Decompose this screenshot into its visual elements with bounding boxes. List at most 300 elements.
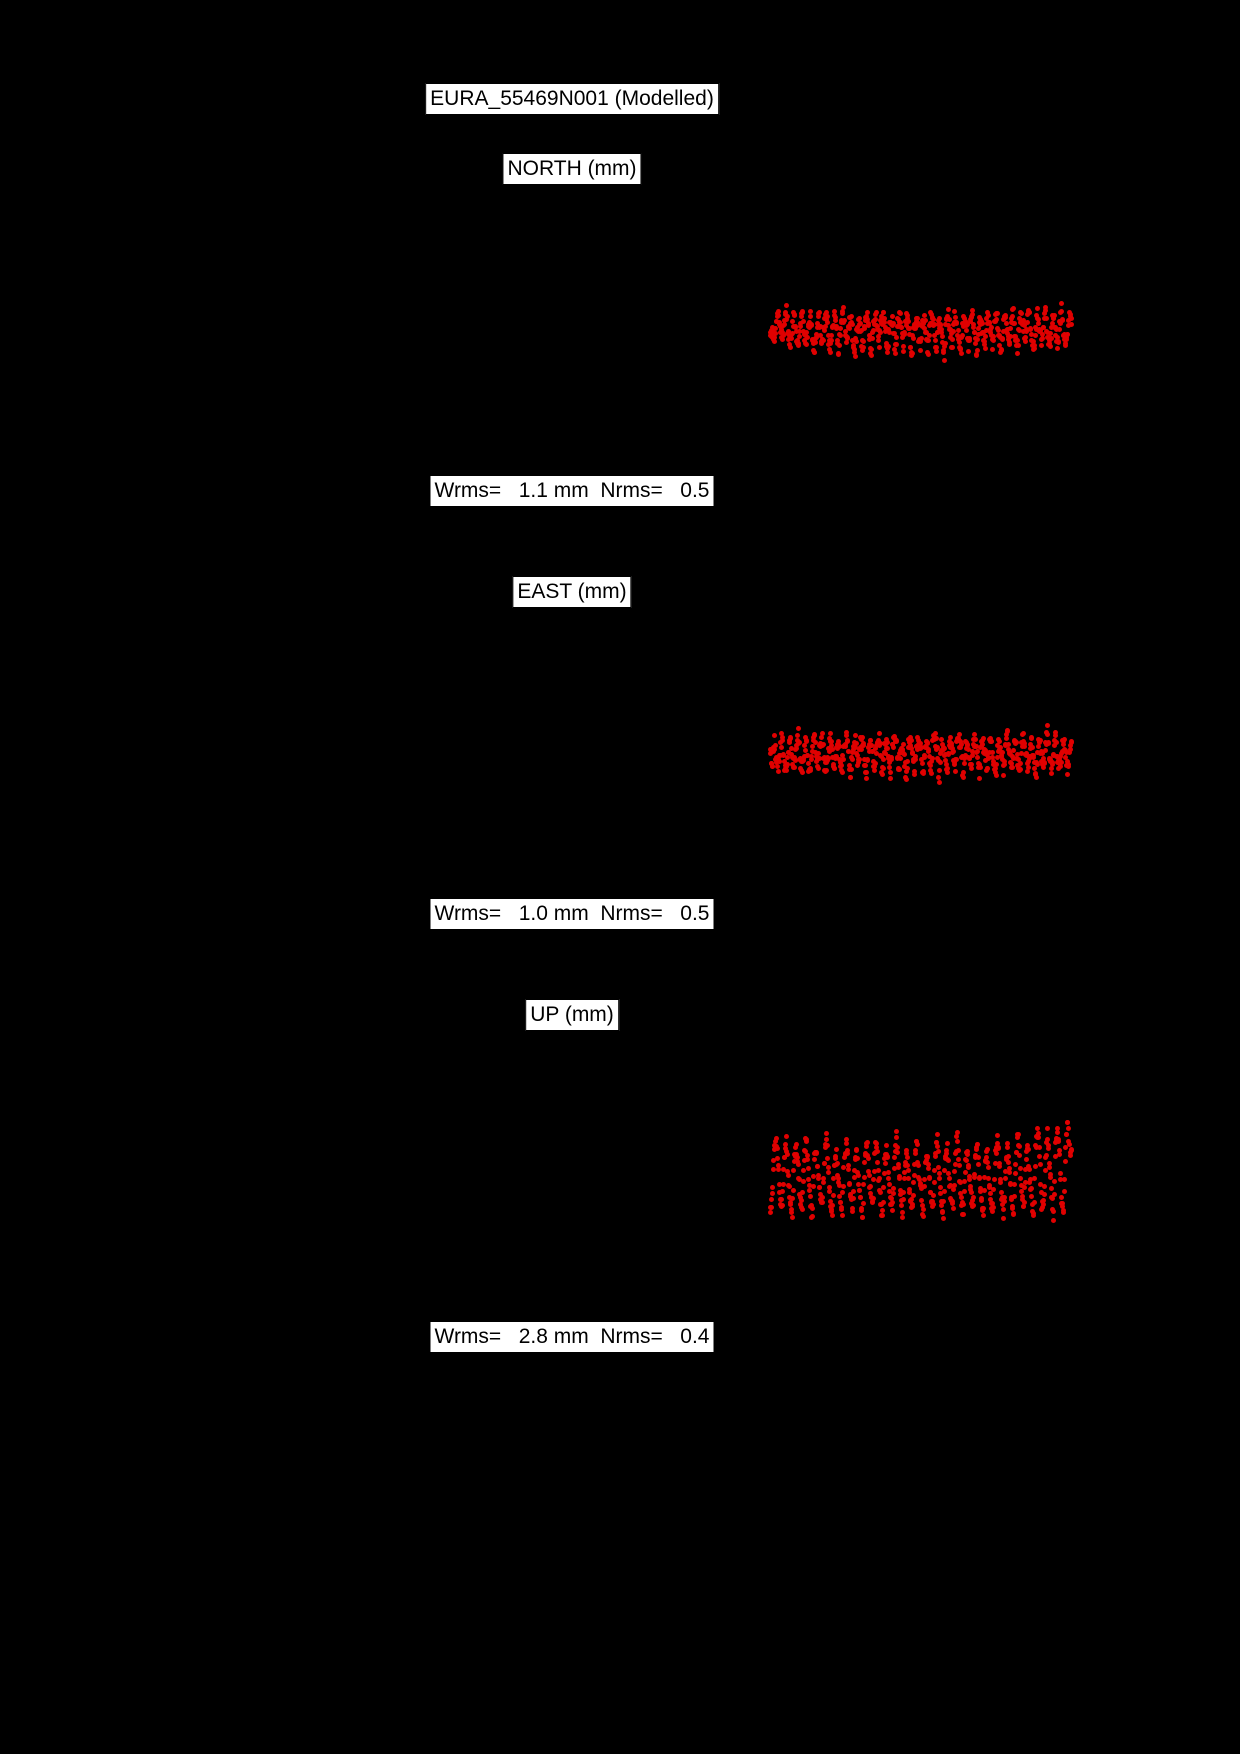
- data-point: [856, 1173, 861, 1178]
- data-point: [805, 1157, 810, 1162]
- data-point: [814, 1151, 819, 1156]
- data-point: [1063, 1159, 1068, 1164]
- data-point: [994, 762, 999, 767]
- data-point: [786, 1173, 791, 1178]
- data-point: [950, 337, 955, 342]
- data-point: [966, 349, 971, 354]
- data-point: [826, 1165, 831, 1170]
- data-point: [989, 739, 994, 744]
- data-point: [858, 1195, 863, 1200]
- data-point: [985, 1147, 990, 1152]
- data-point: [894, 1135, 899, 1140]
- data-point: [775, 1156, 780, 1161]
- data-point: [794, 746, 799, 751]
- data-point: [908, 345, 913, 350]
- data-point: [995, 311, 1000, 316]
- data-point: [961, 1202, 966, 1207]
- data-point: [770, 1185, 775, 1190]
- axis-label-north: NORTH (mm): [502, 153, 641, 185]
- data-point: [829, 338, 834, 343]
- data-point: [916, 1163, 921, 1168]
- data-point: [1057, 327, 1062, 332]
- data-point: [899, 1203, 904, 1208]
- data-point: [906, 319, 911, 324]
- data-point: [1044, 316, 1049, 321]
- data-point: [975, 749, 980, 754]
- data-point: [991, 1205, 996, 1210]
- data-point: [906, 1168, 911, 1173]
- data-point: [870, 336, 875, 341]
- data-point: [790, 1196, 795, 1201]
- data-point: [847, 326, 852, 331]
- data-point: [956, 1148, 961, 1153]
- data-point: [840, 311, 845, 316]
- data-point: [876, 1168, 881, 1173]
- data-point: [1018, 767, 1023, 772]
- data-point: [880, 1213, 885, 1218]
- data-point: [1001, 1216, 1006, 1221]
- data-point: [1043, 748, 1048, 753]
- data-point: [979, 1198, 984, 1203]
- data-point: [780, 738, 785, 743]
- data-point: [771, 1167, 776, 1172]
- data-point: [946, 307, 951, 312]
- data-point: [990, 347, 995, 352]
- data-point: [850, 757, 855, 762]
- data-point: [1032, 1200, 1037, 1205]
- data-point: [976, 1162, 981, 1167]
- data-point: [1018, 1166, 1023, 1171]
- data-point: [911, 336, 916, 341]
- data-point: [888, 770, 893, 775]
- data-point: [967, 338, 972, 343]
- data-point: [986, 1165, 991, 1170]
- data-point: [1031, 1213, 1036, 1218]
- data-point: [921, 1214, 926, 1219]
- data-point: [928, 763, 933, 768]
- data-point: [813, 340, 818, 345]
- data-point: [956, 1157, 961, 1162]
- data-point: [978, 765, 983, 770]
- data-point: [776, 769, 781, 774]
- data-point: [975, 348, 980, 353]
- data-point: [1045, 723, 1050, 728]
- data-point: [864, 770, 869, 775]
- data-point: [1006, 1160, 1011, 1165]
- data-point: [953, 315, 958, 320]
- data-point: [841, 1184, 846, 1189]
- data-point: [1029, 1186, 1034, 1191]
- data-point: [839, 763, 844, 768]
- data-point: [1061, 1210, 1066, 1215]
- data-point: [878, 1190, 883, 1195]
- data-point: [863, 763, 868, 768]
- data-point: [945, 1141, 950, 1146]
- data-point: [894, 1129, 899, 1134]
- data-point: [779, 745, 784, 750]
- data-point: [824, 1137, 829, 1142]
- axis-label-up: UP (mm): [525, 999, 619, 1031]
- data-point: [834, 1147, 839, 1152]
- data-point: [897, 767, 902, 772]
- data-point: [1062, 1189, 1067, 1194]
- data-point: [1059, 760, 1064, 765]
- data-point: [940, 334, 945, 339]
- data-point: [840, 770, 845, 775]
- data-point: [1059, 301, 1064, 306]
- data-point: [1033, 333, 1038, 338]
- data-point: [821, 742, 826, 747]
- data-point: [920, 761, 925, 766]
- data-point: [1052, 313, 1057, 318]
- data-point: [1005, 1145, 1010, 1150]
- data-point: [986, 1176, 991, 1181]
- data-point: [997, 1164, 1002, 1169]
- data-point: [838, 1200, 843, 1205]
- data-point: [1047, 1165, 1052, 1170]
- data-point: [779, 1197, 784, 1202]
- data-point: [885, 1155, 890, 1160]
- data-point: [951, 749, 956, 754]
- data-point: [1016, 343, 1021, 348]
- data-point: [777, 759, 782, 764]
- data-point: [927, 1175, 932, 1180]
- data-point: [857, 1188, 862, 1193]
- data-point: [865, 758, 870, 763]
- data-point: [909, 738, 914, 743]
- data-point: [962, 761, 967, 766]
- data-point: [912, 772, 917, 777]
- data-point: [1056, 1139, 1061, 1144]
- data-point: [887, 765, 892, 770]
- data-point: [935, 1132, 940, 1137]
- data-point: [1059, 1195, 1064, 1200]
- data-point: [918, 348, 923, 353]
- data-point: [962, 1189, 967, 1194]
- data-point: [861, 1201, 866, 1206]
- data-point: [835, 1161, 840, 1166]
- data-point: [1035, 306, 1040, 311]
- data-point: [883, 1161, 888, 1166]
- data-point: [1049, 771, 1054, 776]
- data-point: [807, 1188, 812, 1193]
- data-point: [919, 336, 924, 341]
- data-point: [1030, 745, 1035, 750]
- data-point: [784, 768, 789, 773]
- axis-label-east: EAST (mm): [512, 576, 631, 608]
- data-point: [937, 768, 942, 773]
- data-point: [825, 1143, 830, 1148]
- data-point: [1013, 1162, 1018, 1167]
- data-point: [1036, 1135, 1041, 1140]
- data-point: [885, 746, 890, 751]
- data-point: [926, 1166, 931, 1171]
- data-point: [1022, 1200, 1027, 1205]
- data-point: [772, 733, 777, 738]
- data-point: [1004, 736, 1009, 741]
- data-point: [820, 1200, 825, 1205]
- data-point: [898, 311, 903, 316]
- data-point: [931, 1193, 936, 1198]
- data-point: [820, 731, 825, 736]
- data-point: [900, 1215, 905, 1220]
- data-point: [797, 740, 802, 745]
- data-point: [1017, 1144, 1022, 1149]
- data-point: [791, 1188, 796, 1193]
- data-point: [1027, 1167, 1032, 1172]
- data-point: [891, 1191, 896, 1196]
- data-point: [911, 1180, 916, 1185]
- data-point: [1038, 1162, 1043, 1167]
- stats-label-up: Wrms= 2.8 mm Nrms= 0.4: [430, 1321, 715, 1353]
- data-point: [1005, 1141, 1010, 1146]
- data-point: [943, 341, 948, 346]
- data-point: [851, 1196, 856, 1201]
- data-point: [921, 1207, 926, 1212]
- data-point: [800, 1207, 805, 1212]
- data-point: [842, 318, 847, 323]
- data-point: [1036, 317, 1041, 322]
- data-point: [1041, 1202, 1046, 1207]
- data-point: [1066, 1126, 1071, 1131]
- data-point: [875, 1149, 880, 1154]
- data-point: [804, 330, 809, 335]
- data-point: [954, 757, 959, 762]
- data-point: [1002, 762, 1007, 767]
- data-point: [933, 731, 938, 736]
- data-point: [800, 1190, 805, 1195]
- data-point: [947, 1176, 952, 1181]
- data-point: [994, 317, 999, 322]
- data-point: [861, 345, 866, 350]
- data-point: [773, 743, 778, 748]
- data-point: [780, 1189, 785, 1194]
- data-point: [1033, 1164, 1038, 1169]
- data-point: [901, 1190, 906, 1195]
- data-point: [969, 1190, 974, 1195]
- data-point: [1018, 761, 1023, 766]
- data-point: [975, 1142, 980, 1147]
- data-point: [932, 1180, 937, 1185]
- data-point: [810, 1214, 815, 1219]
- data-point: [925, 1155, 930, 1160]
- data-point: [961, 1212, 966, 1217]
- data-point: [1001, 773, 1006, 778]
- data-point: [850, 1209, 855, 1214]
- data-point: [1062, 1177, 1067, 1182]
- data-point: [784, 1134, 789, 1139]
- data-point: [1017, 1153, 1022, 1158]
- stats-label-east: Wrms= 1.0 mm Nrms= 0.5: [430, 898, 715, 930]
- data-point: [1003, 1176, 1008, 1181]
- data-point: [1058, 764, 1063, 769]
- data-point: [855, 1156, 860, 1161]
- data-point: [983, 334, 988, 339]
- data-point: [894, 335, 899, 340]
- data-point: [854, 1148, 859, 1153]
- data-point: [898, 320, 903, 325]
- data-point: [937, 1176, 942, 1181]
- data-point: [953, 769, 958, 774]
- data-point: [784, 303, 789, 308]
- data-point: [860, 1215, 865, 1220]
- data-point: [849, 767, 854, 772]
- data-point: [999, 348, 1004, 353]
- data-point: [1065, 772, 1070, 777]
- data-point: [1029, 736, 1034, 741]
- data-point: [952, 1183, 957, 1188]
- data-point: [872, 768, 877, 773]
- data-point: [911, 1193, 916, 1198]
- data-point: [923, 318, 928, 323]
- data-point: [1019, 311, 1024, 316]
- data-point: [1068, 1153, 1073, 1158]
- data-point: [860, 735, 865, 740]
- data-point: [864, 776, 869, 781]
- data-point: [868, 1184, 873, 1189]
- data-point: [808, 309, 813, 314]
- data-point: [1054, 740, 1059, 745]
- panel-north: [0, 140, 1240, 540]
- data-point: [810, 1206, 815, 1211]
- data-point: [808, 1194, 813, 1199]
- data-point: [950, 345, 955, 350]
- data-point: [1038, 738, 1043, 743]
- data-point: [871, 1196, 876, 1201]
- data-point: [1041, 765, 1046, 770]
- data-point: [1053, 733, 1058, 738]
- data-point: [1010, 314, 1015, 319]
- data-point: [1032, 1176, 1037, 1181]
- data-point: [853, 354, 858, 359]
- data-point: [796, 726, 801, 731]
- data-point: [770, 1191, 775, 1196]
- data-point: [782, 322, 787, 327]
- data-point: [1014, 740, 1019, 745]
- data-point: [848, 775, 853, 780]
- data-point: [1007, 1170, 1012, 1175]
- data-point: [844, 1137, 849, 1142]
- data-point: [1044, 1153, 1049, 1158]
- data-point: [840, 1190, 845, 1195]
- data-point: [865, 1140, 870, 1145]
- data-point: [995, 1133, 1000, 1138]
- data-point: [875, 1160, 880, 1165]
- data-point: [890, 1208, 895, 1213]
- data-point: [959, 351, 964, 356]
- data-point: [1063, 343, 1068, 348]
- data-point: [812, 350, 817, 355]
- data-point: [861, 339, 866, 344]
- data-point: [1025, 320, 1030, 325]
- data-point: [986, 313, 991, 318]
- data-point: [804, 1139, 809, 1144]
- data-point: [998, 1180, 1003, 1185]
- data-point: [841, 757, 846, 762]
- data-point: [804, 342, 809, 347]
- data-point: [801, 1179, 806, 1184]
- data-point: [1015, 351, 1020, 356]
- data-point: [836, 352, 841, 357]
- data-point: [815, 1164, 820, 1169]
- panel-up: [0, 986, 1240, 1386]
- data-point: [799, 1198, 804, 1203]
- data-point: [985, 766, 990, 771]
- data-point: [890, 1200, 895, 1205]
- data-point: [837, 343, 842, 348]
- data-point: [1042, 1192, 1047, 1197]
- data-point: [973, 737, 978, 742]
- data-point: [788, 345, 793, 350]
- data-point: [895, 1150, 900, 1155]
- page-title: EURA_55469N001 (Modelled): [425, 83, 719, 115]
- data-point: [934, 349, 939, 354]
- data-point: [844, 1141, 849, 1146]
- data-point: [853, 733, 858, 738]
- data-point: [811, 1184, 816, 1189]
- data-point: [982, 1188, 987, 1193]
- data-point: [886, 344, 891, 349]
- data-point: [992, 1177, 997, 1182]
- data-point: [817, 310, 822, 315]
- data-point: [934, 736, 939, 741]
- data-point: [800, 310, 805, 315]
- data-point: [1007, 342, 1012, 347]
- data-point: [991, 1187, 996, 1192]
- panel-east: [0, 563, 1240, 963]
- data-point: [1043, 308, 1048, 313]
- data-point: [1039, 343, 1044, 348]
- data-point: [1027, 310, 1032, 315]
- data-point: [991, 338, 996, 343]
- data-point: [861, 1182, 866, 1187]
- data-point: [905, 759, 910, 764]
- data-point: [937, 316, 942, 321]
- data-point: [886, 1170, 891, 1175]
- data-point: [800, 770, 805, 775]
- data-point: [1008, 326, 1013, 331]
- data-point: [941, 1199, 946, 1204]
- data-point: [1005, 729, 1010, 734]
- data-point: [794, 1142, 799, 1147]
- data-point: [791, 1168, 796, 1173]
- data-point: [1000, 750, 1005, 755]
- data-point: [910, 351, 915, 356]
- data-point: [808, 768, 813, 773]
- data-point: [921, 771, 926, 776]
- data-point: [1037, 1145, 1042, 1150]
- data-point: [960, 333, 965, 338]
- data-point: [1013, 1171, 1018, 1176]
- data-point: [915, 1142, 920, 1147]
- data-point: [942, 358, 947, 363]
- data-point: [851, 1189, 856, 1194]
- data-point: [869, 347, 874, 352]
- data-point: [1058, 1171, 1063, 1176]
- data-point: [1012, 321, 1017, 326]
- data-point: [984, 1155, 989, 1160]
- data-point: [961, 770, 966, 775]
- data-point: [812, 733, 817, 738]
- data-point: [957, 732, 962, 737]
- data-point: [830, 1213, 835, 1218]
- data-point: [1048, 344, 1053, 349]
- data-point: [945, 770, 950, 775]
- data-point: [901, 1197, 906, 1202]
- data-point: [981, 736, 986, 741]
- data-point: [817, 1185, 822, 1190]
- data-point: [938, 760, 943, 765]
